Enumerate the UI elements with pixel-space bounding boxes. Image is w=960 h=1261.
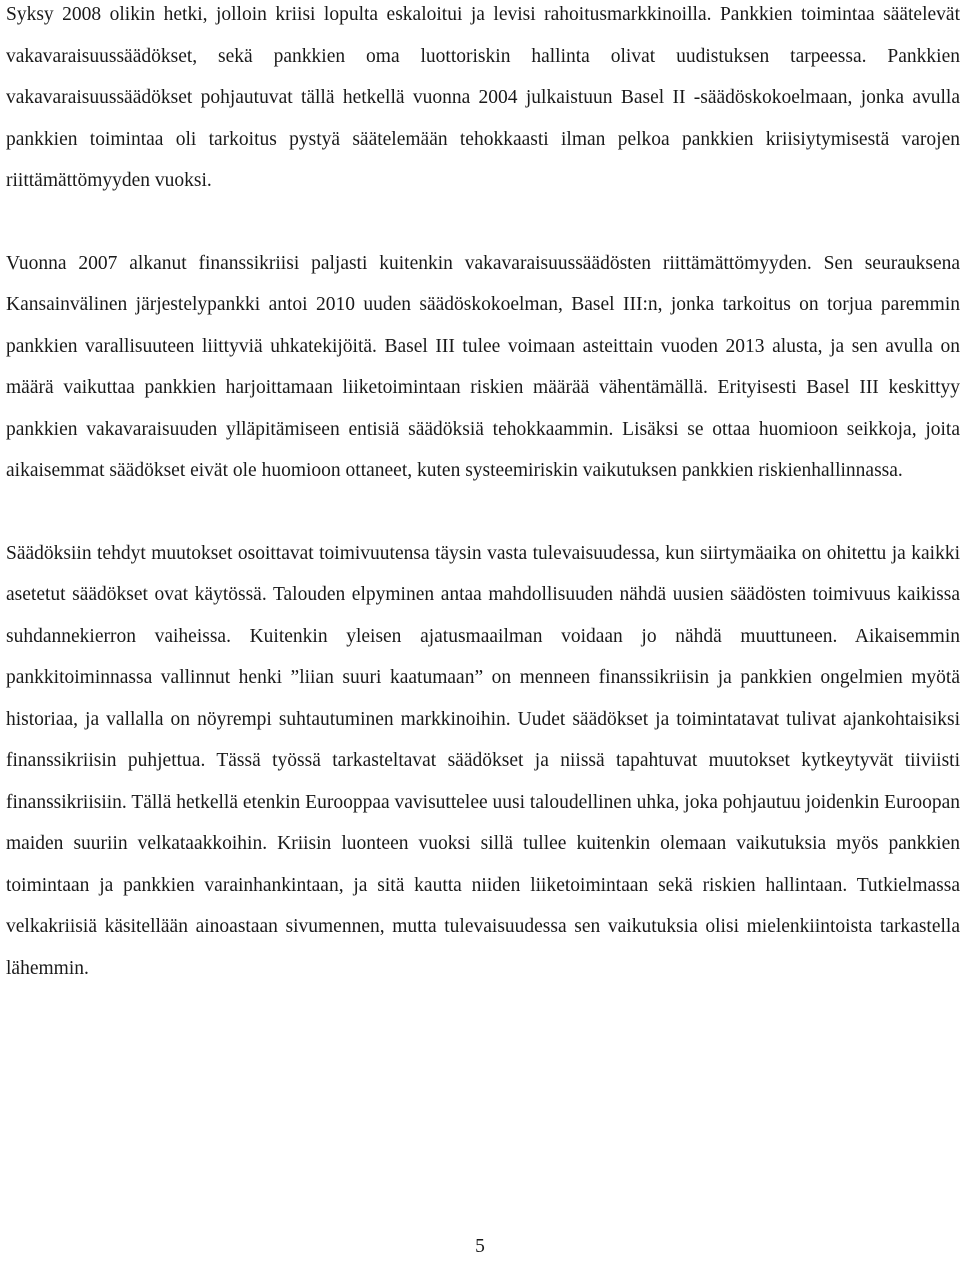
page-number: 5 (475, 1236, 485, 1257)
paragraph: Vuonna 2007 alkanut finanssikriisi paljasti kuitenkin vakavaraisuussäädösten riittämättömyyden. Sen seurauksena Kansainvälinen järjestelypankki antoi 2010 uuden säädöskokoelman, Basel III:n, jonka tarkoitus on torjua paremmin pankkien varallisuuteen liittyviä uhkatekijöitä. Basel III tulee voimaan asteittain vuoden 2013 alusta, ja sen avulla on määrä vaikuttaa pankkien harjoittamaan liiketoimintaan riskien määrää vähentämällä. Erityisesti Basel III keskittyy pankkien vakavaraisuuden ylläpitämiseen entisiä säädöksiä tehokkaammin. Lisäksi se ottaa huomioon seikkoja, joita aikaisemmat säädökset eivät ole huomioon ottaneet, kuten systeemiriskin vaikutuksen pankkien riskienhallinnassa. (6, 252, 960, 481)
paragraph: Säädöksiin tehdyt muutokset osoittavat toimivuutensa täysin vasta tulevaisuudessa, kun siirtymäaika on ohitettu ja kaikki asetetut säädökset ovat käytössä. Talouden elpyminen antaa mahdollisuuden nähdä uusien säädösten toimivuus kaikissa suhdannekierron vaiheissa. Kuitenkin yleisen ajatusmaailman voidaan jo nähdä muuttuneen. Aikaisemmin pankkitoiminnassa vallinnut henki ”liian suuri kaatumaan” on menneen finanssikriisin ja pankkien ongelmien myötä historiaa, ja vallalla on nöyrempi suhtautuminen markkinoihin. Uudet säädökset ja toimintatavat tulivat ajankohtaisiksi finanssikriisin puhjettua. Tässä työssä tarkasteltavat säädökset ja niissä tapahtuvat muutokset kytkeytyvät tiiviisti finanssikriisiin. Tällä hetkellä etenkin Eurooppaa vavisuttelee uusi taloudellinen uhka, joka pohjautuu joidenkin Euroopan maiden suuriin velkataakkoihin. Kriisin luonteen vuoksi sillä tullee kuitenkin olemaan vaikutuksia myös pankkien toimintaan ja pankkien varainhankintaan, ja sitä kautta niiden liiketoimintaan sekä riskien hallintaan. Tutkielmassa velkakriisiä käsitellään ainoastaan sivumennen, mutta tulevaisuudessa sen vaikutuksia olisi mielenkiintoista tarkastella lähemmin. (6, 542, 960, 979)
document-body (6, 0, 960, 989)
paragraph: Syksy 2008 olikin hetki, jolloin kriisi lopulta eskaloitui ja levisi rahoitusmarkkinoilla. Pankkien toimintaa säätelevät vakavaraisuussäädökset, sekä pankkien oma luottoriskin hallinta olivat uudistuksen tarpeessa. Pankkien vakavaraisuussäädökset pohjautuvat tällä hetkellä vuonna 2004 julkaistuun Basel II -säädöskokoelmaan, jonka avulla pankkien toimintaa oli tarkoitus pystyä säätelemään tehokkaasti ilman pelkoa pankkien kriisiytymisestä varojen riittämättömyyden vuoksi. (6, 4, 960, 191)
